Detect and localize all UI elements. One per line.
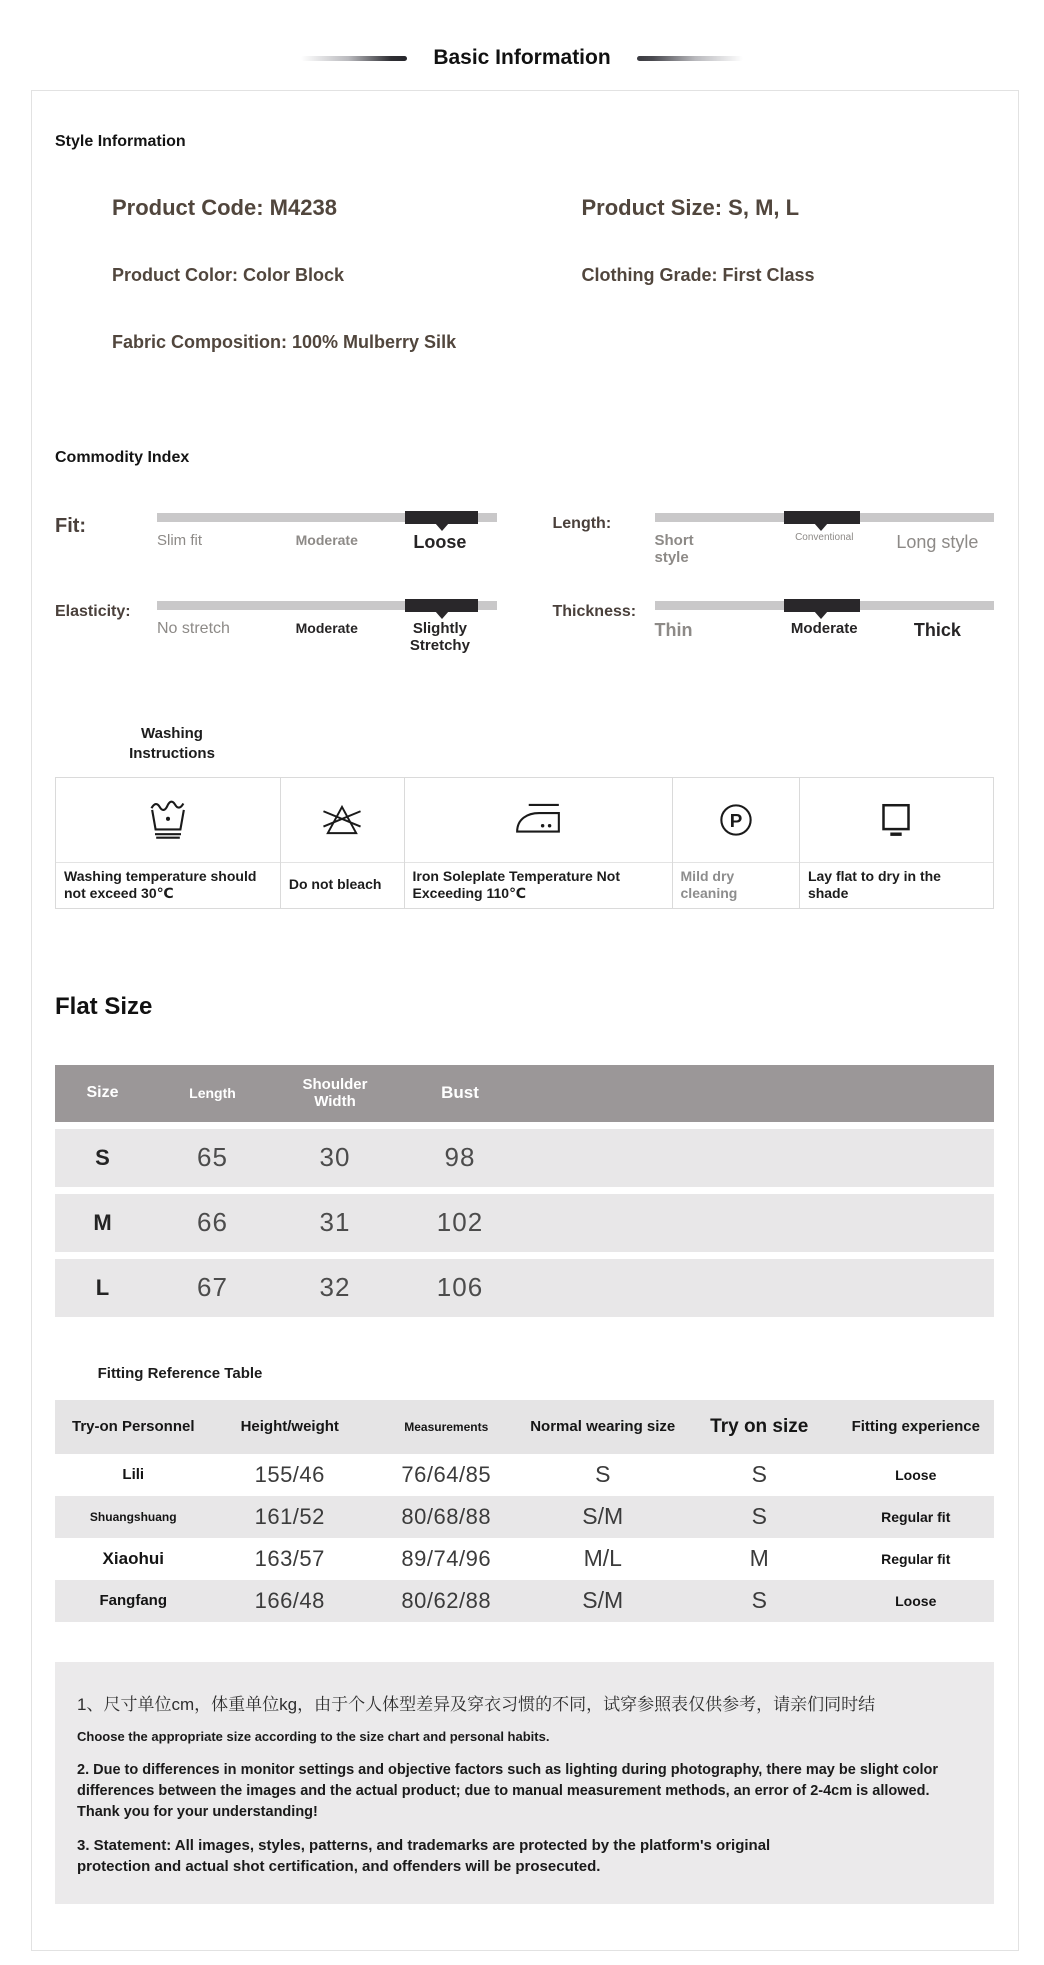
measurements-cell: 89/74/96: [401, 1545, 492, 1571]
washing-caption: Lay flat to dry in the shade: [800, 862, 993, 908]
dry-clean-p-icon: [673, 778, 799, 862]
column-header: Fitting experience: [851, 1418, 980, 1435]
bust-cell: 106: [436, 1272, 484, 1302]
length-cell: 66: [197, 1207, 228, 1237]
note-line-zh: 1、尺寸单位cm，体重单位kg，由于个人体型差异及穿衣习惯的不同，试穿参照表仅供参考，请亲们同时结: [77, 1694, 876, 1714]
slider-option: Thick: [913, 619, 961, 640]
slider-option-selected: Moderate: [790, 619, 858, 637]
height-weight-cell: 163/57: [254, 1545, 325, 1571]
washing-grid: [55, 777, 994, 909]
size-cell: M: [93, 1209, 112, 1235]
shoulder-cell: 31: [319, 1207, 351, 1237]
wash-tub-30-icon: [56, 778, 280, 862]
style-information-heading: Style Information: [55, 133, 186, 150]
thickness-label: Thickness:: [552, 602, 637, 620]
normal-size-cell: S/M: [582, 1503, 624, 1529]
fitting-row: [55, 1580, 994, 1622]
flat-dry-shade-icon: [800, 778, 993, 862]
column-header: Try on size: [710, 1415, 809, 1437]
slider-option-selected: Slightly Stretchy: [409, 619, 470, 654]
commodity-index-section: [55, 449, 994, 654]
flat-size-table: [55, 1065, 994, 1317]
experience-cell: Regular fit: [881, 1550, 951, 1567]
slider-track: [157, 601, 497, 610]
page-title: Basic Information: [433, 46, 611, 69]
slider-track: [655, 601, 995, 610]
shoulder-cell: 32: [319, 1272, 351, 1302]
personnel-cell: Lili: [122, 1466, 145, 1483]
slider-option: Thin: [654, 619, 693, 640]
height-weight-cell: 166/48: [254, 1587, 325, 1613]
product-code: Product Code: M4238: [112, 195, 337, 220]
tryon-size-cell: S: [751, 1461, 767, 1487]
clothing-grade: Clothing Grade: First Class: [581, 265, 815, 285]
slider-pointer-icon: [435, 523, 449, 531]
product-color: Product Color: Color Block: [112, 265, 345, 285]
washing-item: [405, 778, 673, 908]
bust-cell: 98: [444, 1142, 476, 1172]
note-line-3: 3. Statement: All images, styles, patterns, and trademarks are protected by the platform's original protection and actual shot certification, and offenders will be prosecuted.: [77, 1836, 771, 1876]
fitting-table: [55, 1400, 994, 1622]
personnel-cell: Xiaohui: [102, 1548, 164, 1568]
washing-item: [800, 778, 993, 908]
column-header: Measurements: [404, 1419, 489, 1434]
tryon-size-cell: M: [749, 1545, 769, 1571]
washing-item: [673, 778, 800, 908]
size-row-m: [55, 1194, 994, 1252]
tryon-size-cell: S: [751, 1503, 767, 1529]
note-line-2: 2. Due to differences in monitor settings and objective factors such as lighting during photography, there may be slight color differences between the images and the actual product; due to manual measurement methods, an error of 2-4cm is allowed. Thank you for your understanding!: [77, 1761, 938, 1820]
personnel-cell: Fangfang: [99, 1592, 167, 1609]
length-label: Length:: [552, 515, 612, 532]
commodity-index-heading: Commodity Index: [55, 449, 190, 466]
product-size: Product Size: S, M, L: [581, 195, 800, 220]
slider-option: Moderate: [295, 532, 358, 548]
slider-track: [157, 513, 497, 522]
column-header: Try-on Personnel: [71, 1418, 195, 1435]
flat-size-header-row: [55, 1065, 994, 1122]
length-cell: 65: [197, 1142, 228, 1172]
shoulder-cell: 30: [319, 1142, 351, 1172]
fitting-reference-heading: Fitting Reference Table: [97, 1364, 263, 1382]
washing-section: [55, 724, 994, 909]
iron-temp-icon: [405, 778, 672, 862]
slider-option-selected: Loose: [413, 532, 467, 552]
decor-line-left: [301, 56, 407, 61]
height-weight-cell: 155/46: [254, 1461, 325, 1487]
fitting-row: [55, 1538, 994, 1580]
measurements-cell: 76/64/85: [401, 1461, 492, 1487]
washing-caption: Washing temperature should not exceed 30℃: [56, 862, 280, 908]
note-line-1: Choose the appropriate size according to the size chart and personal habits.: [77, 1728, 550, 1744]
slider-track: [655, 513, 995, 522]
notes-box: [55, 1662, 994, 1905]
fit-slider: [55, 513, 497, 567]
size-cell: L: [95, 1274, 110, 1300]
flat-size-heading: Flat Size: [55, 992, 153, 1020]
washing-instructions-heading: Washing Instructions: [129, 725, 215, 763]
length-cell: 67: [197, 1272, 228, 1302]
thickness-slider: [553, 601, 995, 655]
decor-line-right: [637, 56, 743, 61]
washing-caption: Do not bleach: [281, 862, 404, 908]
slider-option: Moderate: [295, 619, 358, 636]
style-information-grid: [55, 195, 994, 353]
experience-cell: Loose: [895, 1466, 937, 1483]
page-header: [0, 0, 1044, 70]
fitting-row: [55, 1454, 994, 1496]
do-not-bleach-icon: [281, 778, 404, 862]
washing-caption: Iron Soleplate Temperature Not Exceeding 110℃: [405, 862, 672, 908]
column-header: Size: [86, 1083, 119, 1101]
size-row-s: [55, 1129, 994, 1187]
washing-item: [281, 778, 405, 908]
washing-item: [56, 778, 281, 908]
normal-size-cell: M/L: [583, 1545, 622, 1571]
normal-size-cell: S/M: [582, 1587, 624, 1613]
experience-cell: Loose: [895, 1592, 937, 1609]
column-header: Height/weight: [240, 1418, 339, 1435]
tryon-size-cell: S: [751, 1587, 767, 1613]
fitting-row: [55, 1496, 994, 1538]
slider-option-selected: Conventional: [795, 532, 854, 543]
measurements-cell: 80/68/88: [401, 1503, 492, 1529]
slider-option: Short style: [654, 532, 694, 567]
fitting-header-row: [55, 1400, 994, 1454]
elasticity-slider: [55, 601, 497, 655]
slider-option: No stretch: [157, 619, 230, 637]
personnel-cell: Shuangshuang: [89, 1509, 177, 1524]
experience-cell: Regular fit: [881, 1508, 951, 1525]
height-weight-cell: 161/52: [254, 1503, 325, 1529]
svg-text:P: P: [729, 809, 742, 831]
elasticity-label: Elasticity:: [55, 602, 131, 620]
column-header: Length: [189, 1084, 236, 1101]
fit-label: Fit:: [55, 515, 87, 537]
washing-caption: Mild dry cleaning: [673, 862, 799, 908]
slider-option: Long style: [896, 532, 979, 552]
slider-pointer-icon: [814, 611, 828, 619]
measurements-cell: 80/62/88: [401, 1587, 492, 1613]
size-cell: S: [95, 1144, 110, 1170]
column-header: Normal wearing size: [530, 1418, 676, 1435]
fabric-composition: Fabric Composition: 100% Mulberry Silk: [112, 332, 457, 352]
length-slider: [553, 513, 995, 567]
column-header: Bust: [441, 1083, 479, 1103]
bust-cell: 102: [436, 1207, 484, 1237]
size-row-l: [55, 1259, 994, 1317]
slider-pointer-icon: [814, 523, 828, 531]
info-card: [31, 90, 1019, 1951]
column-header: Shoulder Width: [302, 1075, 368, 1110]
normal-size-cell: S: [595, 1461, 611, 1487]
slider-pointer-icon: [435, 611, 449, 619]
slider-option: Slim fit: [157, 532, 202, 549]
